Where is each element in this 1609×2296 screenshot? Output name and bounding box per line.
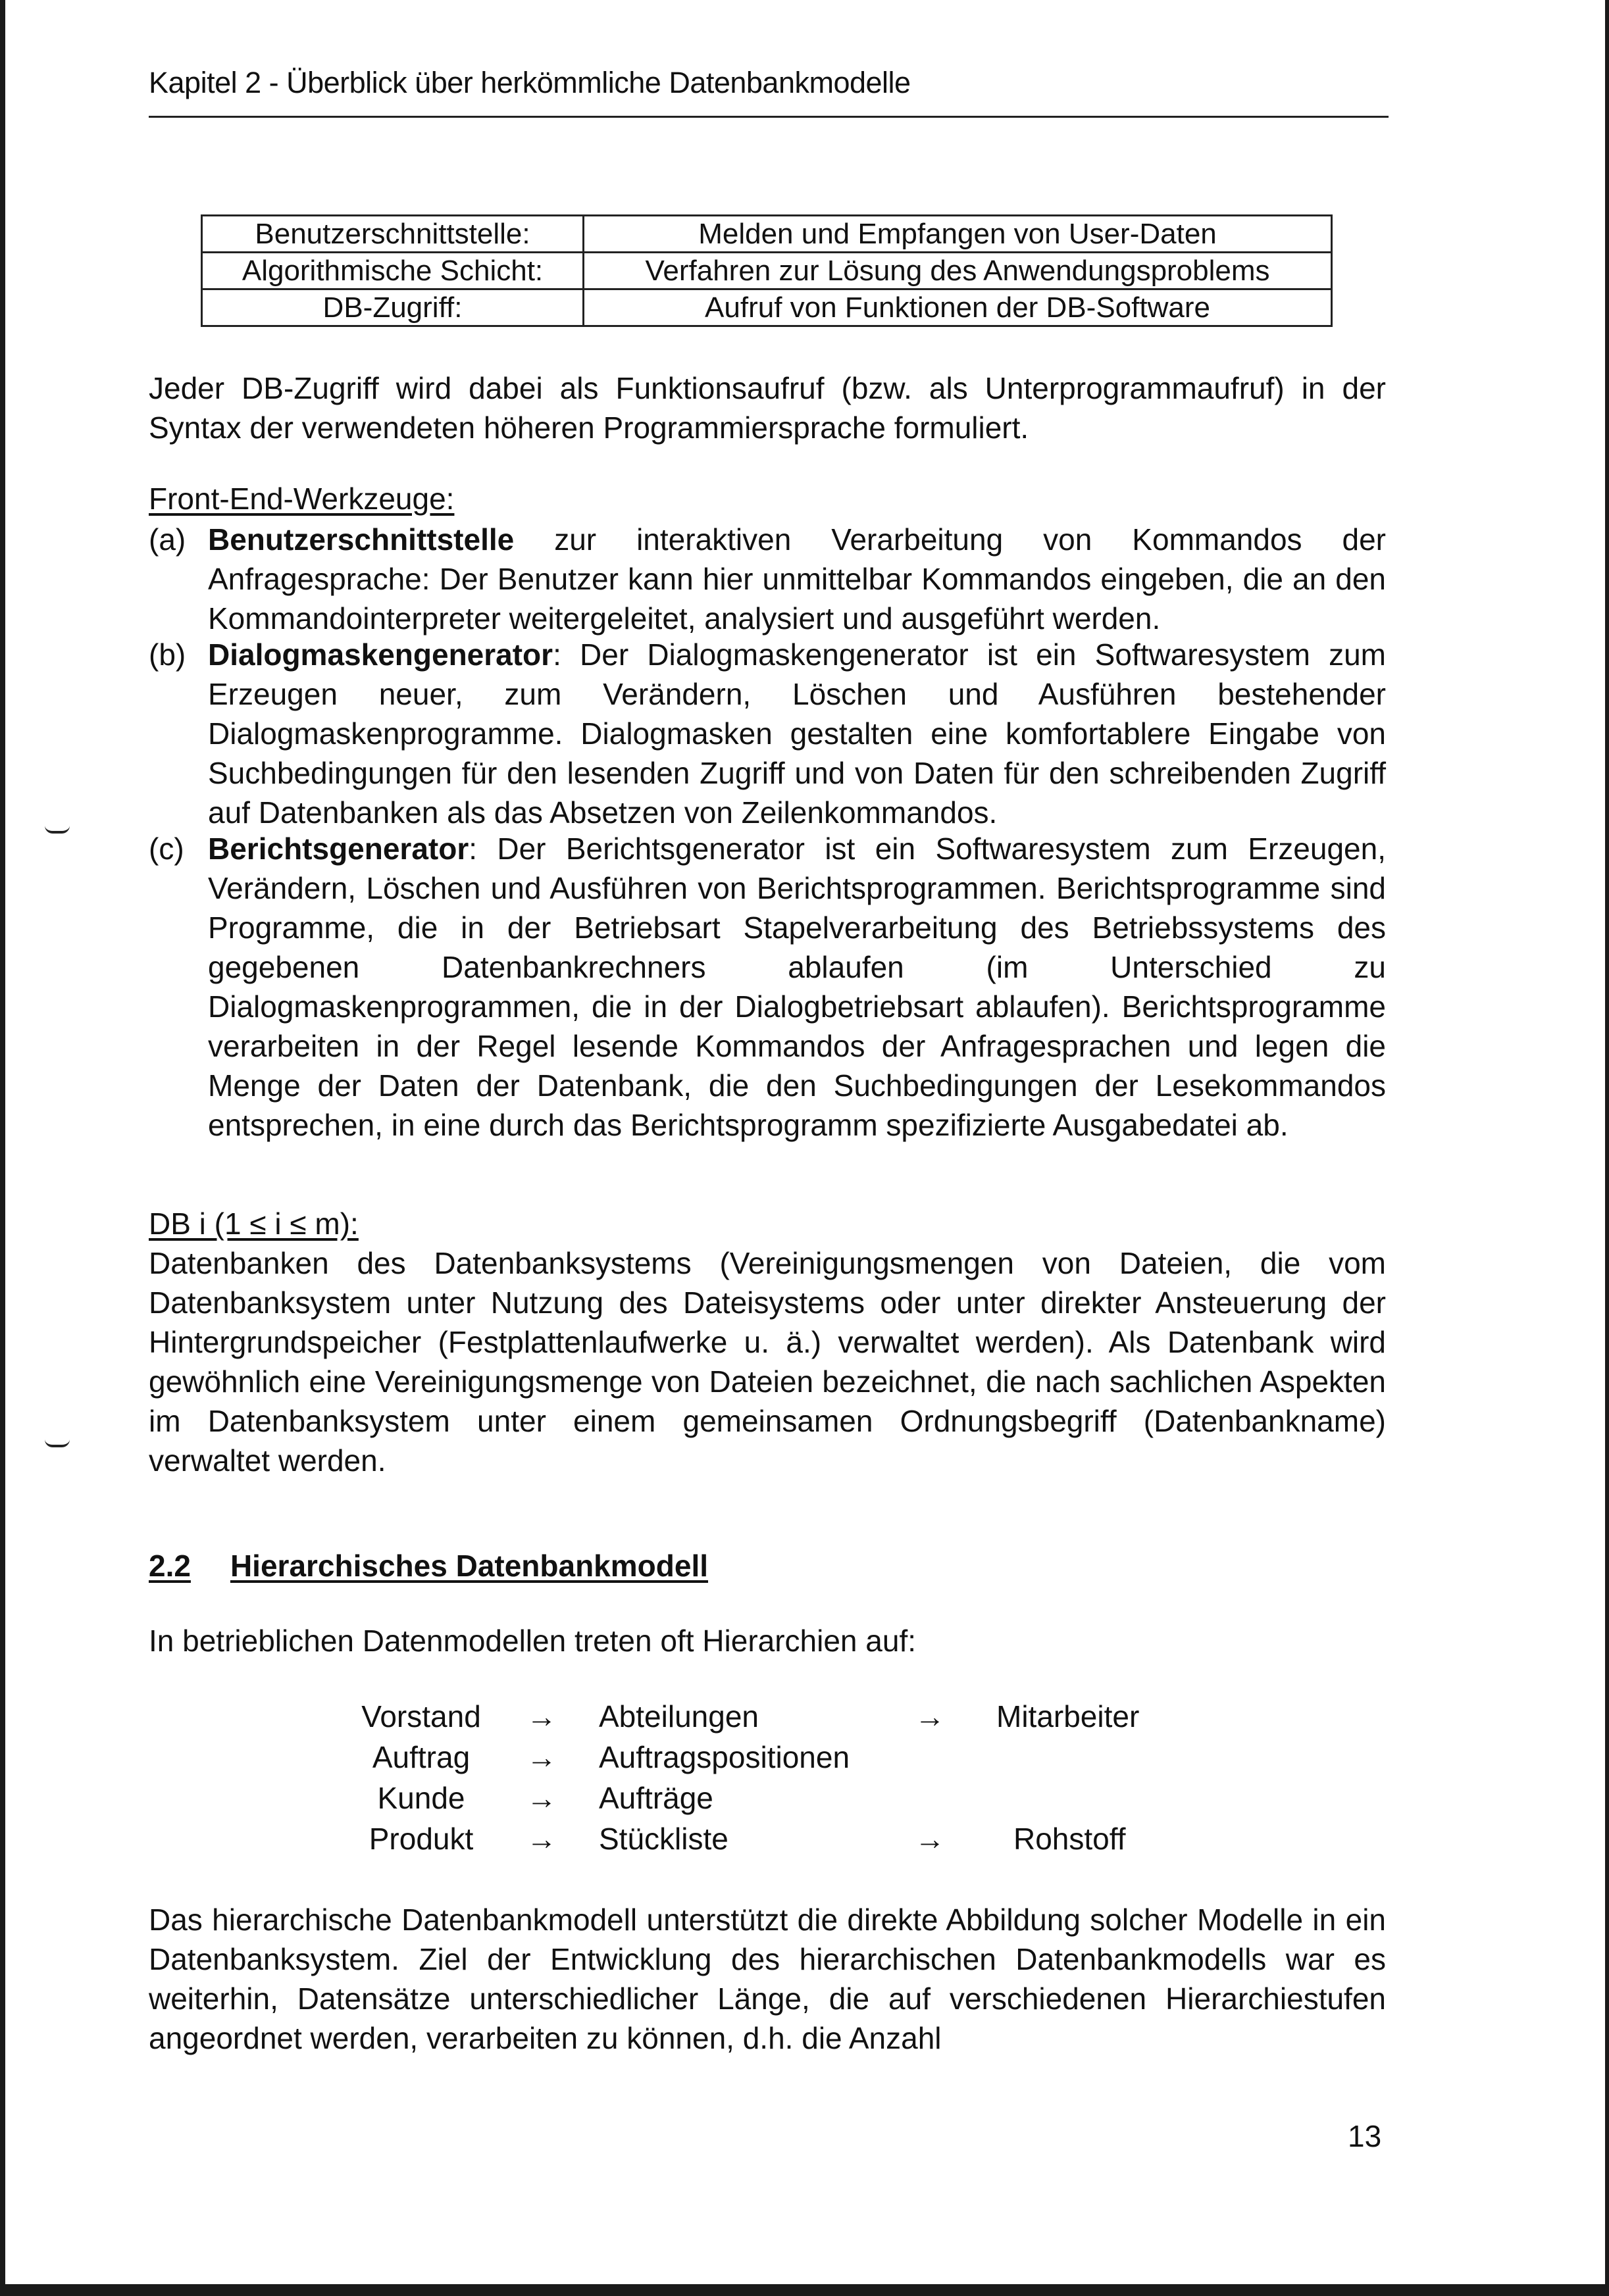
list-item <box>149 635 1386 832</box>
layer-table <box>201 214 1333 327</box>
list-item-text: : Der Dialogmaskengenerator ist ein Softwaresystem zum Erzeugen neuer, zum Verändern, Löschen und Ausführen bestehender Dialogmaskenprogramme. Dialogmasken gestalten eine komfortablere Eingabe von Suchbedingungen für den lesenden Zugriff und von Daten für den schreibenden Zugriff auf Datenbanken als das Absetzen von Zeilenkommandos. <box>208 637 1386 830</box>
hierarchy-level-2: Aufträge <box>599 1781 713 1815</box>
table-cell-value: Verfahren zur Lösung des Anwendungsproblems <box>584 253 1332 289</box>
table-cell-label: Benutzerschnittstelle: <box>202 216 584 253</box>
margin-mark <box>45 1439 70 1447</box>
list-item-text: zur interaktiven Verarbeitung von Kommandos der Anfragesprache: Der Benutzer kann hier unmittelbar Kommandos eingeben, die an den Kommandointerpreter weitergeleitet, analysiert und ausgeführt werden. <box>208 522 1386 636</box>
list-item-body <box>208 829 1386 1145</box>
list-marker: (a) <box>149 522 186 557</box>
arrow-icon: → <box>526 1740 557 1774</box>
scan-border-bottom <box>0 2284 1609 2296</box>
list-item-body <box>208 520 1386 638</box>
closing-paragraph: Das hierarchische Datenbankmodell unterstützt die direkte Abbildung solcher Modelle in ein Datenbanksystem. Ziel der Entwicklung des hierarchischen Datenbankmodells war es weiterhin, Datensätze unterschiedlicher Länge, die auf verschiedenen Hierarchiestufen angeordnet werden, verarbeiten zu können, d.h. die Anzahl <box>149 1903 1386 2055</box>
page-header: Kapitel 2 - Überblick über herkömmliche Datenbankmodelle <box>149 66 911 99</box>
section-title: Hierarchisches Datenbankmodell <box>230 1549 709 1583</box>
table-cell-label: Algorithmische Schicht: <box>202 253 584 289</box>
table-cell-value: Aufruf von Funktionen der DB-Software <box>584 289 1332 326</box>
header-rule <box>149 116 1389 118</box>
list-item-body <box>208 635 1386 832</box>
list-marker: (c) <box>149 832 184 866</box>
hierarchy-level-2: Auftragspositionen <box>599 1740 850 1774</box>
scan-border-left <box>0 0 5 2296</box>
arrow-icon: → <box>915 1699 945 1734</box>
list-item-term: Benutzerschnittstelle <box>208 522 515 557</box>
hierarchy-level-3: Mitarbeiter <box>996 1699 1140 1734</box>
list-item-term: Dialogmaskengenerator <box>208 637 553 672</box>
table-cell-label: DB-Zugriff: <box>202 289 584 326</box>
arrow-icon: → <box>915 1822 945 1856</box>
section-heading <box>149 1546 708 1585</box>
db-label: DB i (1 ≤ i ≤ m): <box>149 1207 359 1241</box>
page-number: 13 <box>1348 2119 1382 2153</box>
list-item-term: Berichtsgenerator <box>208 832 469 866</box>
hierarchy-level-3: Rohstoff <box>1013 1822 1126 1856</box>
margin-mark <box>45 826 70 834</box>
hierarchy-level-2: Stückliste <box>599 1822 728 1856</box>
arrow-icon: → <box>526 1781 557 1815</box>
hierarchy-intro: In betrieblichen Datenmodellen treten oft Hierarchien auf: <box>149 1624 917 1658</box>
hierarchy-level-1: Vorstand <box>361 1699 481 1734</box>
table-row <box>202 253 1332 289</box>
table-row <box>202 216 1332 253</box>
list-item-text: : Der Berichtsgenerator ist ein Softwaresystem zum Erzeugen, Verändern, Löschen und Ausführen von Berichtsprogrammen. Berichtsprogramme sind Programme, die in der Betriebsart Stapelverarbeitung des Betriebssystems des gegebenen Datenbankrechners ablaufen (im Unterschied zu Dialogmaskenprogrammen, die in der Dialogbetriebsart ablaufen). Berichtsprogramme verarbeiten in der Regel lesende Kommandos der Anfragesprachen und legen die Menge der Daten der Datenbank, die den Suchbedingungen der Lesekommandos entsprechen, in eine durch das Berichtsprogramm spezifizierte Ausgabedatei ab. <box>208 832 1386 1142</box>
hierarchy-level-2: Abteilungen <box>599 1699 759 1734</box>
list-item <box>149 829 1386 1145</box>
arrow-icon: → <box>526 1822 557 1856</box>
intro-paragraph: Jeder DB-Zugriff wird dabei als Funktionsaufruf (bzw. als Unterprogrammaufruf) in der Syntax der verwendeten höheren Programmiersprache formuliert. <box>149 371 1386 445</box>
arrow-icon: → <box>526 1699 557 1734</box>
db-paragraph: Datenbanken des Datenbanksystems (Vereinigungsmengen von Dateien, die vom Datenbanksystem unter Nutzung des Dateisystems oder unter direkter Ansteuerung der Hintergrundspeicher (Festplattenlaufwerke u. ä.) verwaltet werden). Als Datenbank wird gewöhnlich eine Vereinigungsmenge von Dateien bezeichnet, die nach sachlichen Aspekten im Datenbanksystem unter einem gemeinsamen Ordnungsbegriff (Datenbankname) verwaltet werden. <box>149 1246 1386 1478</box>
table-row <box>202 289 1332 326</box>
hierarchy-level-1: Auftrag <box>372 1740 471 1774</box>
hierarchy-level-1: Produkt <box>369 1822 474 1856</box>
table-cell-value: Melden und Empfangen von User-Daten <box>584 216 1332 253</box>
frontend-label: Front-End-Werkzeuge: <box>149 482 455 516</box>
section-number: 2.2 <box>149 1549 191 1583</box>
list-marker: (b) <box>149 637 186 672</box>
hierarchy-level-1: Kunde <box>377 1781 465 1815</box>
scan-border-right <box>1605 0 1609 2296</box>
list-item <box>149 520 1386 638</box>
